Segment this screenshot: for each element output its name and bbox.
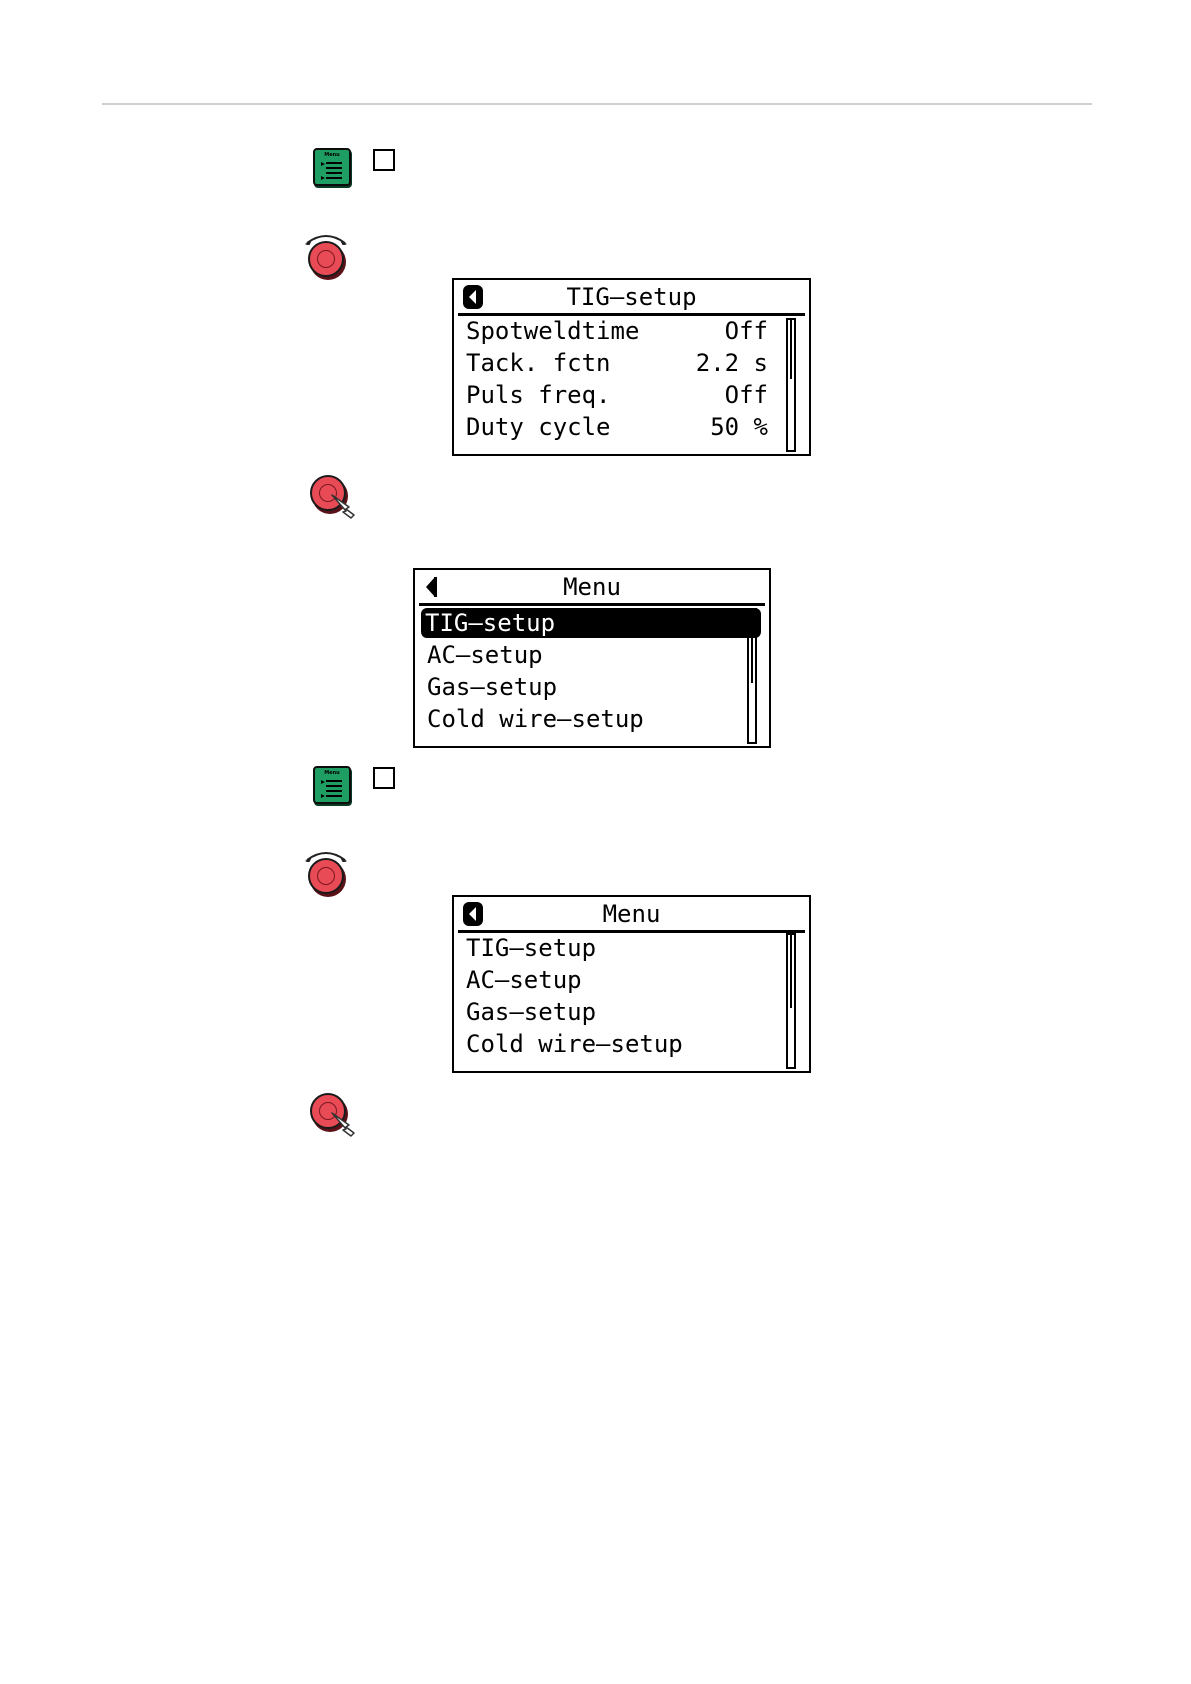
menu-item-label: Gas–setup: [466, 998, 597, 1026]
lcd-screen-tig-setup: [452, 278, 811, 456]
menu-item[interactable]: [423, 672, 723, 702]
press-dial-icon: [310, 475, 354, 519]
lcd-screen-menu: [452, 895, 811, 1073]
setting-label: Puls freq.: [466, 381, 611, 409]
setting-value: 50 %: [710, 413, 768, 441]
lcd-title: Menu: [563, 573, 621, 601]
menu-button-icon: [313, 148, 351, 186]
menu-item[interactable]: [423, 640, 723, 670]
arrow-right-icon: [321, 780, 325, 784]
menu-item-label: AC–setup: [427, 641, 543, 669]
scrollbar[interactable]: [786, 318, 796, 452]
scrollbar[interactable]: [747, 608, 757, 744]
step-checkbox[interactable]: [373, 149, 395, 171]
scrollbar[interactable]: [786, 933, 796, 1069]
arrow-right-icon: [321, 162, 325, 166]
menu-button-label: Menu: [324, 152, 340, 158]
header-rule: [102, 103, 1092, 105]
menu-item-label: TIG–setup: [425, 609, 556, 637]
menu-item[interactable]: [462, 933, 772, 963]
scrollbar-thumb[interactable]: [790, 320, 792, 379]
setting-label: Duty cycle: [466, 413, 611, 441]
lcd-header: [458, 280, 805, 316]
hand-pointer-icon: [330, 493, 356, 519]
setting-label: Tack. fctn: [466, 349, 611, 377]
scrollbar-thumb[interactable]: [790, 935, 792, 1008]
lcd-header: [419, 570, 765, 606]
menu-line: [326, 162, 342, 164]
menu-line: [326, 177, 342, 179]
step-checkbox[interactable]: [373, 767, 395, 789]
setting-value: Off: [724, 317, 768, 345]
menu-line: [326, 785, 342, 787]
press-dial-icon: [310, 1093, 354, 1137]
menu-item-label: TIG–setup: [466, 934, 597, 962]
turn-dial-icon: [305, 233, 349, 277]
lcd-screen-menu-selected: [413, 568, 771, 748]
menu-button-icon: [313, 766, 351, 804]
arrow-right-icon: [321, 176, 325, 180]
menu-item-label: AC–setup: [466, 966, 582, 994]
menu-line: [326, 172, 342, 174]
menu-button-label: Menu: [324, 770, 340, 776]
hand-pointer-icon: [330, 1111, 356, 1137]
setting-row[interactable]: [462, 412, 772, 442]
menu-item[interactable]: [462, 1029, 772, 1059]
menu-line: [326, 795, 342, 797]
menu-line: [326, 790, 342, 792]
lcd-title: Menu: [602, 900, 661, 928]
menu-item-label: Cold wire–setup: [466, 1030, 683, 1058]
menu-item-label: Cold wire–setup: [427, 705, 644, 733]
lcd-header: [458, 897, 805, 933]
lcd-title: TIG–setup: [566, 283, 697, 311]
turn-dial-icon: [305, 850, 349, 894]
menu-line: [326, 167, 342, 169]
setting-label: Spotweldtime: [466, 317, 640, 345]
setting-row[interactable]: [462, 316, 772, 346]
menu-item-selected[interactable]: [421, 608, 761, 638]
setting-row[interactable]: [462, 380, 772, 410]
menu-item[interactable]: [423, 704, 723, 734]
knob: [308, 241, 344, 277]
setting-row[interactable]: [462, 348, 772, 378]
setting-value: 2.2 s: [695, 349, 768, 377]
menu-item[interactable]: [462, 965, 772, 995]
menu-item[interactable]: [462, 997, 772, 1027]
knob: [308, 858, 344, 894]
arrow-right-icon: [321, 794, 325, 798]
menu-line: [326, 780, 342, 782]
scrollbar-thumb[interactable]: [751, 610, 753, 683]
setting-value: Off: [724, 381, 768, 409]
menu-item-label: Gas–setup: [427, 673, 558, 701]
